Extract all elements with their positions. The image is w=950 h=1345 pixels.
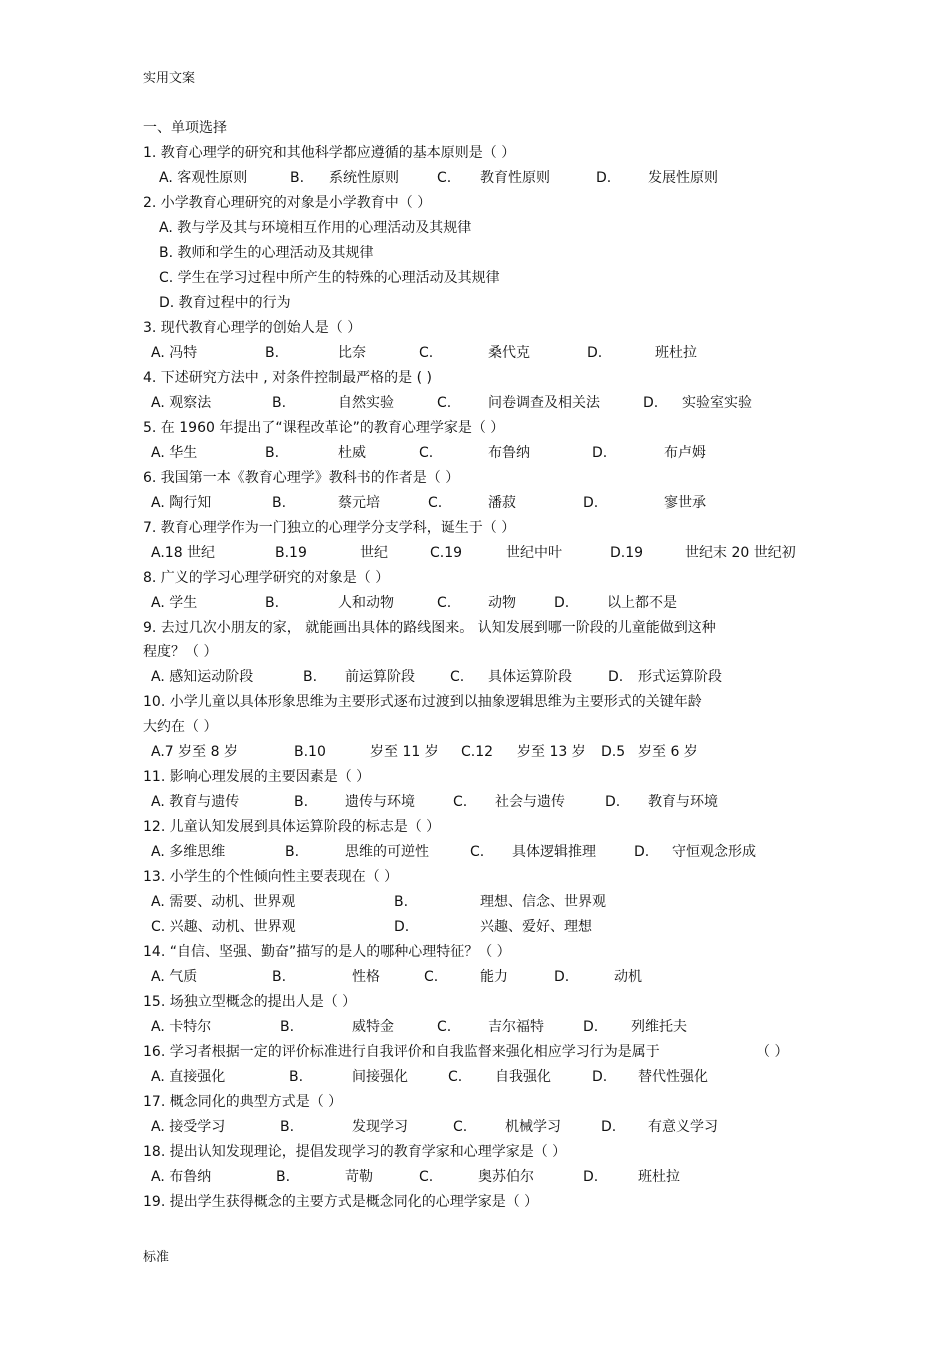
question-2: 2. 小学教育心理研究的对象是小学教育中（ ）: [143, 195, 432, 211]
option-b-letter: B.10: [294, 744, 326, 760]
option-c-letter: C.: [470, 844, 485, 860]
option-d: 教育与环境: [648, 794, 718, 810]
question-16: 16. 学习者根据一定的评价标准进行自我评价和自我监督来强化相应学习行为是属于: [143, 1044, 660, 1060]
option-c-letter: C.: [428, 495, 443, 511]
question-9-continued: 程度？（ ）: [143, 644, 218, 660]
option-b-letter: B.: [272, 969, 287, 985]
question-12: 12. 儿童认知发展到具体运算阶段的标志是（ ）: [143, 819, 441, 835]
option-c-letter: C.: [453, 1119, 468, 1135]
question-1: 1. 教育心理学的研究和其他科学都应遵循的基本原则是（ ）: [143, 145, 516, 161]
options-row: [0, 344, 950, 362]
option-d-letter: D.: [634, 844, 650, 860]
option-b: 遗传与环境: [345, 794, 415, 810]
option-d: 布卢姆: [664, 445, 706, 461]
option-b: 苛勒: [345, 1169, 373, 1185]
option-a: A. 接受学习: [151, 1119, 226, 1135]
option-b: 间接强化: [352, 1069, 408, 1085]
options-row: [0, 968, 950, 986]
option-b: 思维的可逆性: [345, 844, 429, 860]
option-line: A. 教与学及其与环境相互作用的心理活动及其规律: [159, 220, 472, 236]
option-d-letter: D.19: [610, 545, 644, 561]
option-a: A. 陶行知: [151, 495, 212, 511]
option-b: 人和动物: [338, 595, 394, 611]
option-b-letter: B.: [265, 595, 280, 611]
option-c: 布鲁纳: [488, 445, 530, 461]
option-b-letter: B.: [303, 669, 318, 685]
option-c: 吉尔福特: [488, 1019, 544, 1035]
question-11: 11. 影响心理发展的主要因素是（ ）: [143, 769, 371, 785]
option-b: 理想、信念、世界观: [480, 894, 606, 910]
option-b-letter: B.: [294, 794, 309, 810]
option-d-letter: D.: [587, 345, 603, 361]
option-b: 性格: [352, 969, 380, 985]
option-c: 动物: [488, 595, 516, 611]
question-16-answer-blank: （ ）: [756, 1044, 789, 1060]
option-a: A. 冯特: [151, 345, 198, 361]
option-c-letter: C.: [419, 445, 434, 461]
option-d-letter: D.: [643, 395, 659, 411]
options-row: [0, 893, 950, 911]
option-d: 发展性原则: [648, 170, 718, 186]
options-row: [0, 793, 950, 811]
option-c-letter: C.: [437, 595, 452, 611]
option-b: 系统性原则: [329, 170, 399, 186]
question-10-continued: 大约在（ ）: [143, 719, 218, 735]
option-d-letter: D.: [605, 794, 621, 810]
option-b: 杜威: [338, 445, 366, 461]
options-row: [0, 544, 950, 562]
option-line: D. 教育过程中的行为: [159, 295, 291, 311]
options-row: [0, 743, 950, 761]
options-row: [0, 843, 950, 861]
option-a: A.18 世纪: [151, 545, 216, 561]
option-line: B. 教师和学生的心理活动及其规律: [159, 245, 374, 261]
option-c: 问卷调查及相关法: [488, 395, 600, 411]
options-row: [0, 444, 950, 462]
option-a: A. 教育与遗传: [151, 794, 240, 810]
option-a: A. 学生: [151, 595, 198, 611]
option-c: 奥苏伯尔: [478, 1169, 534, 1185]
option-b-letter: B.: [265, 345, 280, 361]
option-a: A. 客观性原则: [159, 170, 248, 186]
option-b-letter: B.19: [275, 545, 307, 561]
option-d-letter: D.: [554, 595, 570, 611]
option-b: 世纪: [360, 545, 388, 561]
option-a: A. 多维思维: [151, 844, 226, 860]
option-line: C. 学生在学习过程中所产生的特殊的心理活动及其规律: [159, 270, 500, 286]
option-c: 能力: [480, 969, 508, 985]
option-b-letter: B.: [290, 170, 305, 186]
option-c: 桑代克: [488, 345, 530, 361]
option-d: 以上都不是: [607, 595, 677, 611]
question-14: 14. “自信、坚强、勤奋”描写的是人的哪种心理特征？（ ）: [143, 944, 511, 960]
option-a: A. 华生: [151, 445, 198, 461]
question-18: 18. 提出认知发现理论，提倡发现学习的教育学家和心理学家是（ ）: [143, 1144, 567, 1160]
option-b: 威特金: [352, 1019, 394, 1035]
option-a: A. 气质: [151, 969, 198, 985]
option-c: 具体运算阶段: [488, 669, 572, 685]
question-4: 4. 下述研究方法中 , 对条件控制最严格的是 ( ): [143, 370, 432, 386]
question-5: 5. 在 1960 年提出了“课程改革论”的教育心理学家是（ ）: [143, 420, 505, 436]
option-b-letter: B.: [289, 1069, 304, 1085]
option-b: 发现学习: [352, 1119, 408, 1135]
options-row: [0, 1168, 950, 1186]
option-a: A. 直接强化: [151, 1069, 226, 1085]
option-d-letter: D.: [583, 1019, 599, 1035]
option-d-letter: D.: [596, 170, 612, 186]
option-d: 替代性强化: [638, 1069, 708, 1085]
option-b: 前运算阶段: [345, 669, 415, 685]
option-c: 具体逻辑推理: [512, 844, 596, 860]
option-d: 班杜拉: [638, 1169, 680, 1185]
option-c: 世纪中叶: [506, 545, 562, 561]
option-a: A. 观察法: [151, 395, 212, 411]
question-15: 15. 场独立型概念的提出人是（ ）: [143, 994, 357, 1010]
options-row: [0, 668, 950, 686]
option-a: A. 布鲁纳: [151, 1169, 212, 1185]
option-d: 守恒观念形成: [672, 844, 756, 860]
option-a: A. 需要、动机、世界观: [151, 894, 296, 910]
question-13: 13. 小学生的个性倾向性主要表现在（ ）: [143, 869, 399, 885]
option-c: 潘菽: [488, 495, 516, 511]
option-b-letter: B.: [285, 844, 300, 860]
option-d-letter: D.: [554, 969, 570, 985]
question-3: 3. 现代教育心理学的创始人是（ ）: [143, 320, 362, 336]
option-d-letter: D.: [394, 919, 410, 935]
option-d-letter: D.: [608, 669, 624, 685]
question-6: 6. 我国第一本《教育心理学》教科书的作者是（ ）: [143, 470, 460, 486]
option-d: 有意义学习: [648, 1119, 718, 1135]
option-c: 教育性原则: [480, 170, 550, 186]
question-19: 19. 提出学生获得概念的主要方式是概念同化的心理学家是（ ）: [143, 1194, 539, 1210]
option-c-letter: C.19: [430, 545, 463, 561]
options-row: [0, 1068, 950, 1086]
option-c-letter: C.: [453, 794, 468, 810]
option-b: 岁至 11 岁: [370, 744, 439, 760]
option-c: 机械学习: [505, 1119, 561, 1135]
option-b-letter: B.: [276, 1169, 291, 1185]
section-title: 一、单项选择: [143, 120, 227, 136]
option-c-letter: C.: [448, 1069, 463, 1085]
option-a: A. 卡特尔: [151, 1019, 212, 1035]
question-17: 17. 概念同化的典型方式是（ ）: [143, 1094, 343, 1110]
option-d: 动机: [614, 969, 642, 985]
options-row: [0, 169, 950, 187]
option-d: 班杜拉: [655, 345, 697, 361]
option-c-letter: C.: [437, 395, 452, 411]
option-d: 形式运算阶段: [638, 669, 722, 685]
option-b: 比奈: [338, 345, 366, 361]
options-row: [0, 918, 950, 936]
option-b-letter: B.: [394, 894, 409, 910]
page-header: 实用文案: [143, 71, 196, 86]
option-c: 岁至 13 岁: [517, 744, 586, 760]
option-a: A.7 岁至 8 岁: [151, 744, 238, 760]
option-d-letter: D.: [583, 495, 599, 511]
option-c-letter: C.: [437, 170, 452, 186]
option-d-letter: D.: [592, 1069, 608, 1085]
option-c: C. 兴趣、动机、世界观: [151, 919, 296, 935]
option-b-letter: B.: [265, 445, 280, 461]
option-d: 实验室实验: [682, 395, 752, 411]
option-a: A. 感知运动阶段: [151, 669, 254, 685]
option-b: 自然实验: [338, 395, 394, 411]
option-c: 自我强化: [495, 1069, 551, 1085]
option-d-letter: D.: [601, 1119, 617, 1135]
option-c-letter: C.: [424, 969, 439, 985]
option-d-letter: D.: [592, 445, 608, 461]
option-c: 社会与遗传: [495, 794, 565, 810]
options-row: [0, 1018, 950, 1036]
option-b-letter: B.: [272, 395, 287, 411]
option-d: 兴趣、爱好、理想: [480, 919, 592, 935]
option-c-letter: C.: [437, 1019, 452, 1035]
question-7: 7. 教育心理学作为一门独立的心理学分支学科，诞生于（ ）: [143, 520, 516, 536]
option-b-letter: B.: [280, 1019, 295, 1035]
option-d-letter: D.: [583, 1169, 599, 1185]
option-d: 世纪末 20 世纪初: [685, 545, 796, 561]
question-10: 10. 小学儿童以具体形象思维为主要形式逐布过渡到以抽象逻辑思维为主要形式的关键年龄: [143, 694, 702, 710]
option-d-letter: D.5: [601, 744, 626, 760]
option-d: 寥世承: [664, 495, 706, 511]
page-footer: 标准: [143, 1250, 170, 1265]
option-c-letter: C.: [419, 345, 434, 361]
option-c-letter: C.: [450, 669, 465, 685]
options-row: [0, 1118, 950, 1136]
option-b: 蔡元培: [338, 495, 380, 511]
option-b-letter: B.: [280, 1119, 295, 1135]
question-8: 8. 广义的学习心理学研究的对象是（ ）: [143, 570, 390, 586]
question-9: 9. 去过几次小朋友的家， 就能画出具体的路线图来。 认知发展到哪一阶段的儿童能做到这种: [143, 620, 716, 636]
option-b-letter: B.: [272, 495, 287, 511]
option-c-letter: C.12: [461, 744, 494, 760]
options-row: [0, 394, 950, 412]
option-d: 岁至 6 岁: [638, 744, 698, 760]
option-c-letter: C.: [419, 1169, 434, 1185]
option-d: 列维托夫: [631, 1019, 687, 1035]
options-row: [0, 594, 950, 612]
options-row: [0, 494, 950, 512]
